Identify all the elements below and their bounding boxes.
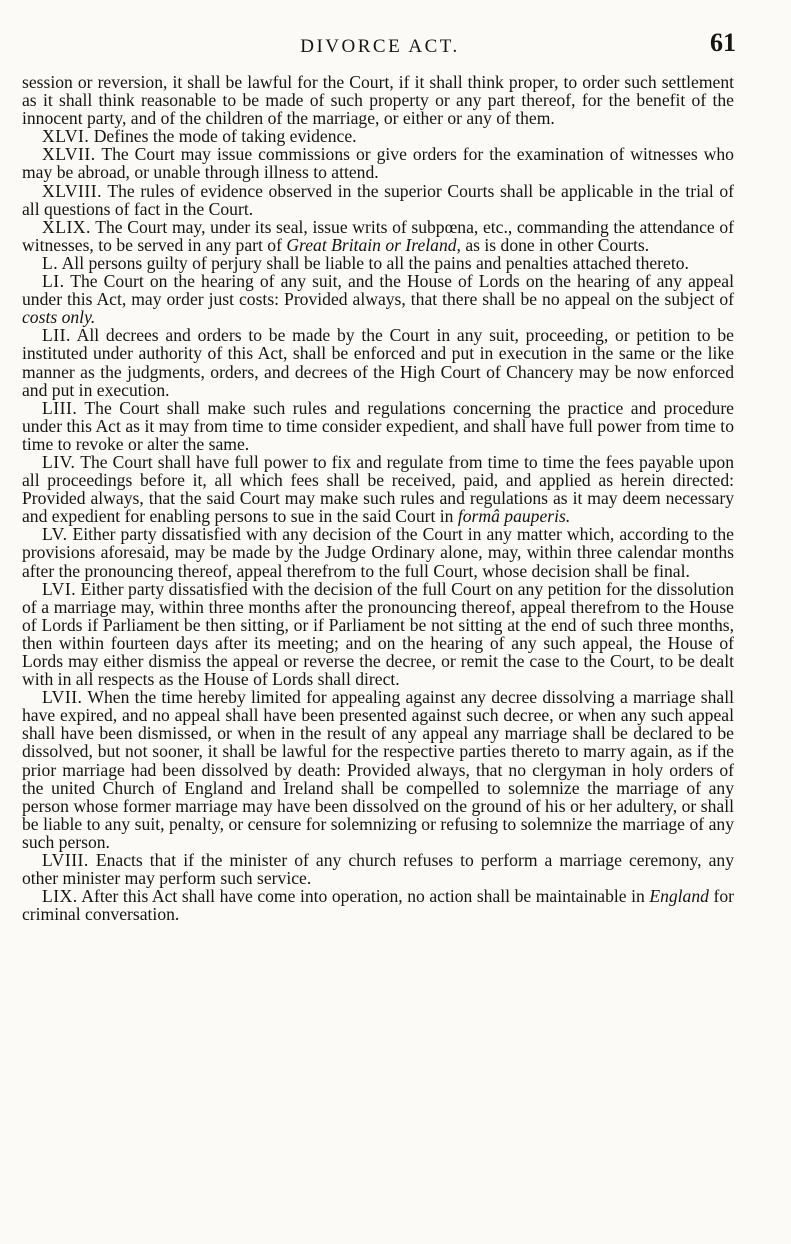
section-paragraph xyxy=(22,688,734,851)
body-text xyxy=(22,73,734,923)
section-numeral: LII. xyxy=(42,325,71,346)
paragraph-text: Either party dissatisfied with the decision of the full Court on any petition for the dissolution of a marriage may, within three months after the pronouncing thereof, appeal therefrom to the House of Lords if Parliament be then sitting, or if Parliament be not sitting at the end of such three months, then within fourteen days after its meeting; and on the hearing of any such appeal, the House of Lords may either dismiss the appeal or reverse the decree, or remit the case to the Court, to be dealt with in all respects as the House of Lords shall direct. xyxy=(22,578,735,690)
section-numeral: LIV. xyxy=(42,451,76,472)
paragraph-text: Defines the mode of taking evidence. xyxy=(93,126,357,147)
italic-text: formâ pauperis. xyxy=(457,506,571,527)
section-paragraph xyxy=(22,127,734,145)
section-paragraph xyxy=(22,580,734,689)
section-numeral: XLVIII. xyxy=(42,180,103,201)
section-paragraph xyxy=(22,525,734,579)
paragraph-text: The Court shall make such rules and regulations concerning the practice and procedure under this Act as it may from time to time consider expedient, and shall have full power from time to time to revoke or alter the same. xyxy=(22,397,734,454)
section-paragraph xyxy=(22,326,734,398)
page-header xyxy=(24,28,736,68)
section-numeral: LI. xyxy=(42,271,65,292)
section-numeral: LVII. xyxy=(42,687,83,708)
section-numeral: XLVI. xyxy=(42,126,90,147)
page-number: 61 xyxy=(710,28,736,57)
paragraph-text: Enacts that if the minister of any church refuses to perform a marriage ceremony, any other minister may perform such service. xyxy=(22,850,735,889)
paragraph-text: When the time hereby limited for appealing against any decree dissolving a marriage shall have expired, and no appeal shall have been presented against such decree, or when any such appeal shall have been dismissed, or when in the result of any appeal any marriage shall be declared to be dissolved, but not sooner, it shall be lawful for the respective parties thereto to marry again, as if the prior marriage had been dissolved by death: Provided always, that no clergyman in holy orders of the united Church of England and Ireland shall be compelled to solemnize the marriage of any person whose former marriage may have been dissolved on the ground of his or her adultery, or shall be liable to any suit, penalty, or censure for solemnizing or refusing to solemnize the marriage of any such person. xyxy=(22,687,734,852)
section-paragraph xyxy=(22,399,734,453)
italic-text: costs only. xyxy=(22,307,96,328)
section-paragraph xyxy=(22,887,734,923)
section-numeral: LIII. xyxy=(42,397,78,418)
paragraph-text: session or reversion, it shall be lawful for the Court, if it shall think proper, to order such settlement as it shall think reasonable to be made of such property or any part thereof, for the benefit of the innocent party, and of the children of the marriage, or either or any of them. xyxy=(22,72,734,129)
paragraph-text: All decrees and orders to be made by the Court in any suit, proceeding, or petition to be instituted under authority of this Act, shall be enforced and put in execution in the same or the like manner as the judgments, orders, and decrees of the High Court of Chancery may be now enforced and put in execution. xyxy=(22,325,734,400)
paragraph-text: All persons guilty of perjury shall be liable to all the pains and penalties attached thereto. xyxy=(61,252,689,273)
paragraph-text: Either party dissatisfied with any decision of the Court in any matter which, according to the provisions aforesaid, may be made by the Judge Ordinary alone, may, within three calendar months after the pronouncing thereof, appeal therefrom to the full Court, whose decision shall be final. xyxy=(22,524,734,581)
section-numeral: L. xyxy=(42,252,59,273)
running-head: DIVORCE ACT. xyxy=(300,36,460,57)
continued-paragraph xyxy=(22,73,734,127)
paragraph-text: The Court may, under its seal, issue writs of subpœna, etc., commanding the attendance of witnesses, to be served in any part of xyxy=(22,216,734,255)
paragraph-text: The rules of evidence observed in the superior Courts shall be applicable in the trial of all questions of fact in the Court. xyxy=(22,180,734,219)
section-paragraph xyxy=(22,182,734,218)
paragraph-text: for criminal conversation. xyxy=(22,886,734,925)
section-numeral: LVI. xyxy=(42,578,77,599)
paragraph-text: The Court may issue commissions or give orders for the examination of witnesses who may be abroad, or unable through illness to attend. xyxy=(22,144,734,183)
paragraph-text: The Court shall have full power to fix and regulate from time to time the fees payable upon all proceedings before it, all which fees shall be received, paid, and applied as herein directed: Provided always, that the said Court may make such rules and regulations as it may deem necessary and expedient for enabling persons to sue in the said Court in xyxy=(22,451,734,527)
section-paragraph xyxy=(22,453,734,525)
italic-text: Great Britain or Ireland, xyxy=(286,234,461,255)
section-numeral: LVIII. xyxy=(42,850,89,871)
section-numeral: XLVII. xyxy=(42,144,96,165)
italic-text: England xyxy=(649,886,709,907)
section-numeral: XLIX. xyxy=(42,216,91,237)
section-paragraph xyxy=(22,218,734,254)
section-paragraph xyxy=(22,145,734,181)
section-paragraph xyxy=(22,851,734,887)
section-paragraph xyxy=(22,254,734,272)
paragraph-text: The Court on the hearing of any suit, and the House of Lords on the hearing of any appeal under this Act, may order just costs: Provided always, that there shall be no appeal on the subject of xyxy=(22,271,734,310)
section-numeral: LIX. xyxy=(42,886,78,907)
section-numeral: LV. xyxy=(42,524,68,545)
section-paragraph xyxy=(22,272,734,326)
paragraph-text: After this Act shall have come into operation, no action shall be maintainable in xyxy=(81,886,650,907)
paragraph-text: as is done in other Courts. xyxy=(460,234,650,255)
